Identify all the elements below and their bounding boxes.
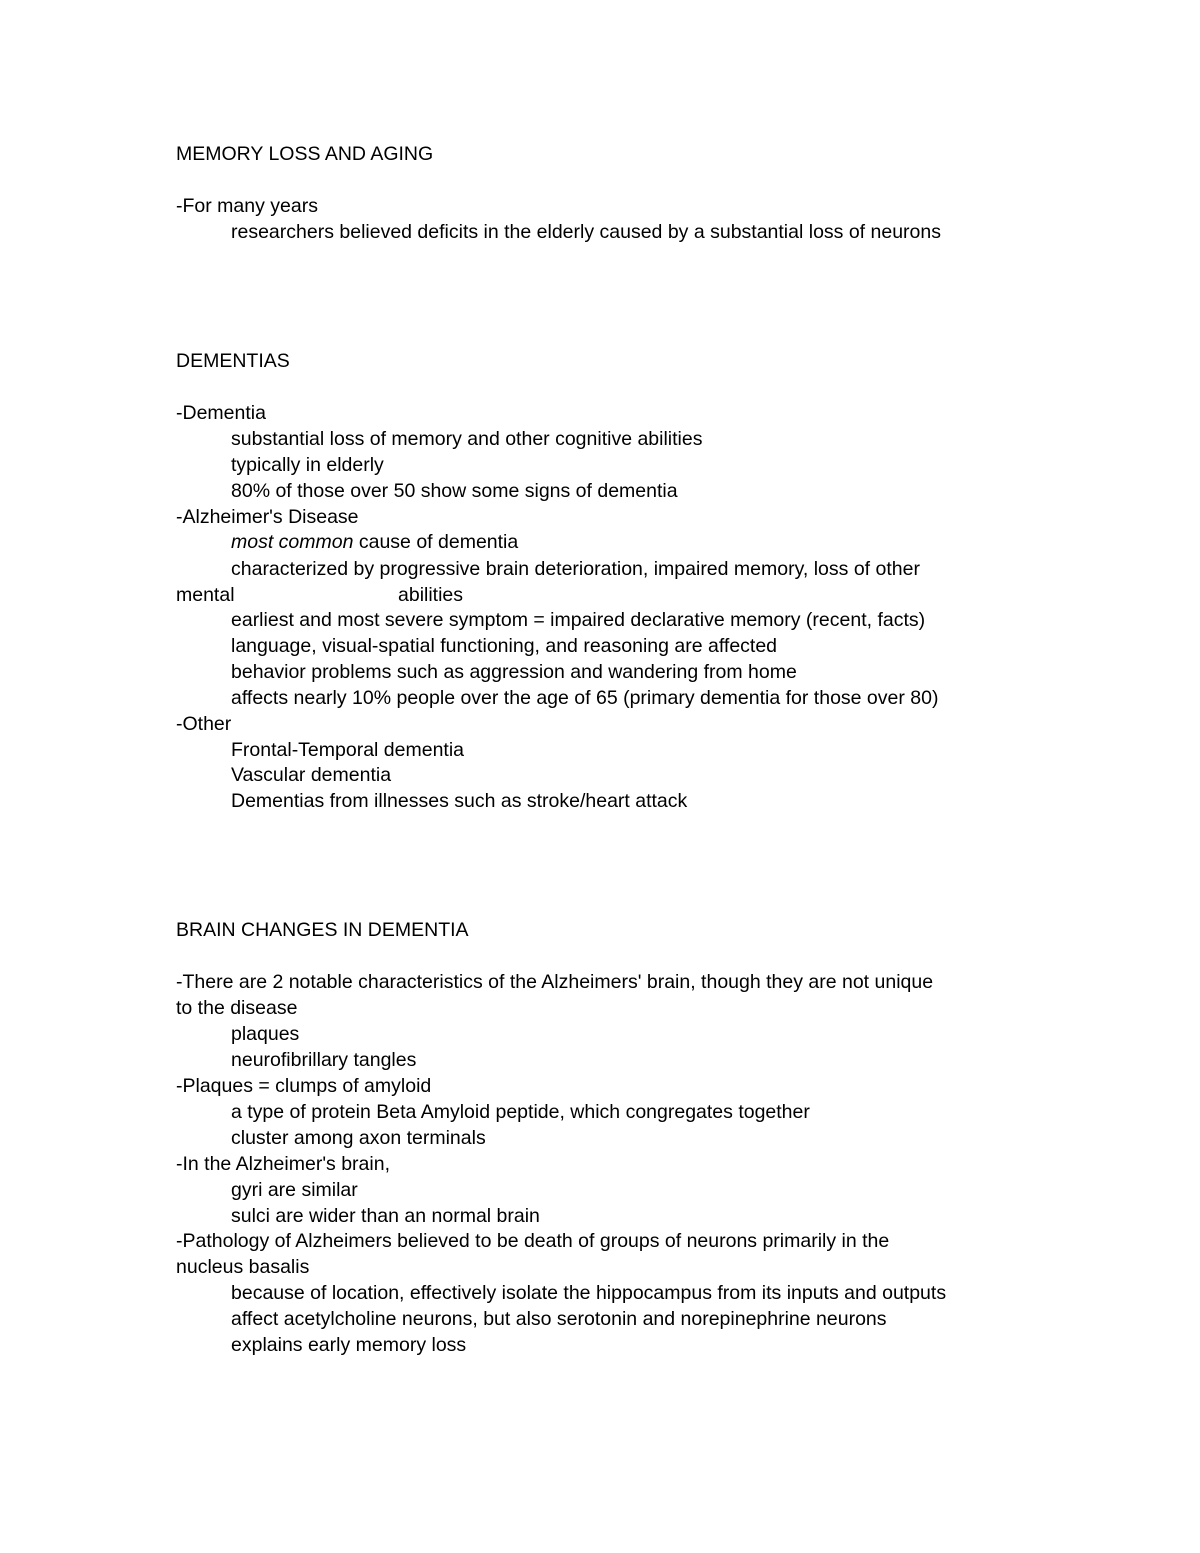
outline-subitem: earliest and most severe symptom = impaired declarative memory (recent, facts) (231, 609, 926, 631)
outline-subitem: Vascular dementia (231, 764, 392, 786)
section-heading: BRAIN CHANGES IN DEMENTIA (176, 919, 469, 941)
outline-subitem: because of location, effectively isolate the hippocampus from its inputs and outputs (231, 1282, 947, 1304)
outline-subitem: Dementias from illnesses such as stroke/heart attack (231, 790, 688, 812)
section-heading: MEMORY LOSS AND AGING (176, 143, 434, 165)
wrapped-text: to the disease (176, 997, 298, 1019)
outline-subitem: language, visual-spatial functioning, and reasoning are affected (231, 635, 778, 657)
outline-item: -In the Alzheimer's brain, (176, 1153, 390, 1175)
outline-item: -There are 2 notable characteristics of the Alzheimers' brain, though they are not unique (176, 971, 934, 993)
section-heading: DEMENTIAS (176, 350, 290, 372)
outline-subitem: 80% of those over 50 show some signs of dementia (231, 480, 678, 502)
outline-subitem: substantial loss of memory and other cognitive abilities (231, 428, 703, 450)
outline-subitem: affects nearly 10% people over the age of 65 (primary dementia for those over 80) (231, 687, 939, 709)
outline-subitem: researchers believed deficits in the elderly caused by a substantial loss of neurons (231, 221, 941, 243)
outline-subitem: sulci are wider than an normal brain (231, 1205, 540, 1227)
outline-item: -Pathology of Alzheimers believed to be death of groups of neurons primarily in the (176, 1230, 890, 1252)
outline-subitem: behavior problems such as aggression and wandering from home (231, 661, 797, 683)
plain-text: cause of dementia (353, 531, 519, 553)
outline-subitem (231, 533, 518, 553)
wrapped-text: abilities (398, 584, 464, 606)
outline-item: -For many years (176, 195, 318, 217)
outline-subitem: a type of protein Beta Amyloid peptide, which congregates together (231, 1101, 810, 1123)
outline-item: -Dementia (176, 402, 266, 424)
outline-subitem: gyri are similar (231, 1179, 358, 1201)
wrapped-text: nucleus basalis (176, 1256, 310, 1278)
outline-item: -Other (176, 713, 232, 735)
emphasis-text: most common (231, 531, 354, 553)
outline-subitem: affect acetylcholine neurons, but also serotonin and norepinephrine neurons (231, 1308, 887, 1330)
outline-subitem: plaques (231, 1023, 300, 1045)
outline-subitem: cluster among axon terminals (231, 1127, 486, 1149)
outline-subitem: Frontal-Temporal dementia (231, 739, 465, 761)
outline-subitem: explains early memory loss (231, 1334, 467, 1356)
outline-subitem: neurofibrillary tangles (231, 1049, 417, 1071)
outline-subitem: typically in elderly (231, 454, 384, 476)
outline-subitem: characterized by progressive brain deterioration, impaired memory, loss of other (231, 558, 920, 580)
wrapped-text: mental (176, 584, 235, 606)
outline-item: -Alzheimer's Disease (176, 506, 359, 528)
outline-item: -Plaques = clumps of amyloid (176, 1075, 432, 1097)
